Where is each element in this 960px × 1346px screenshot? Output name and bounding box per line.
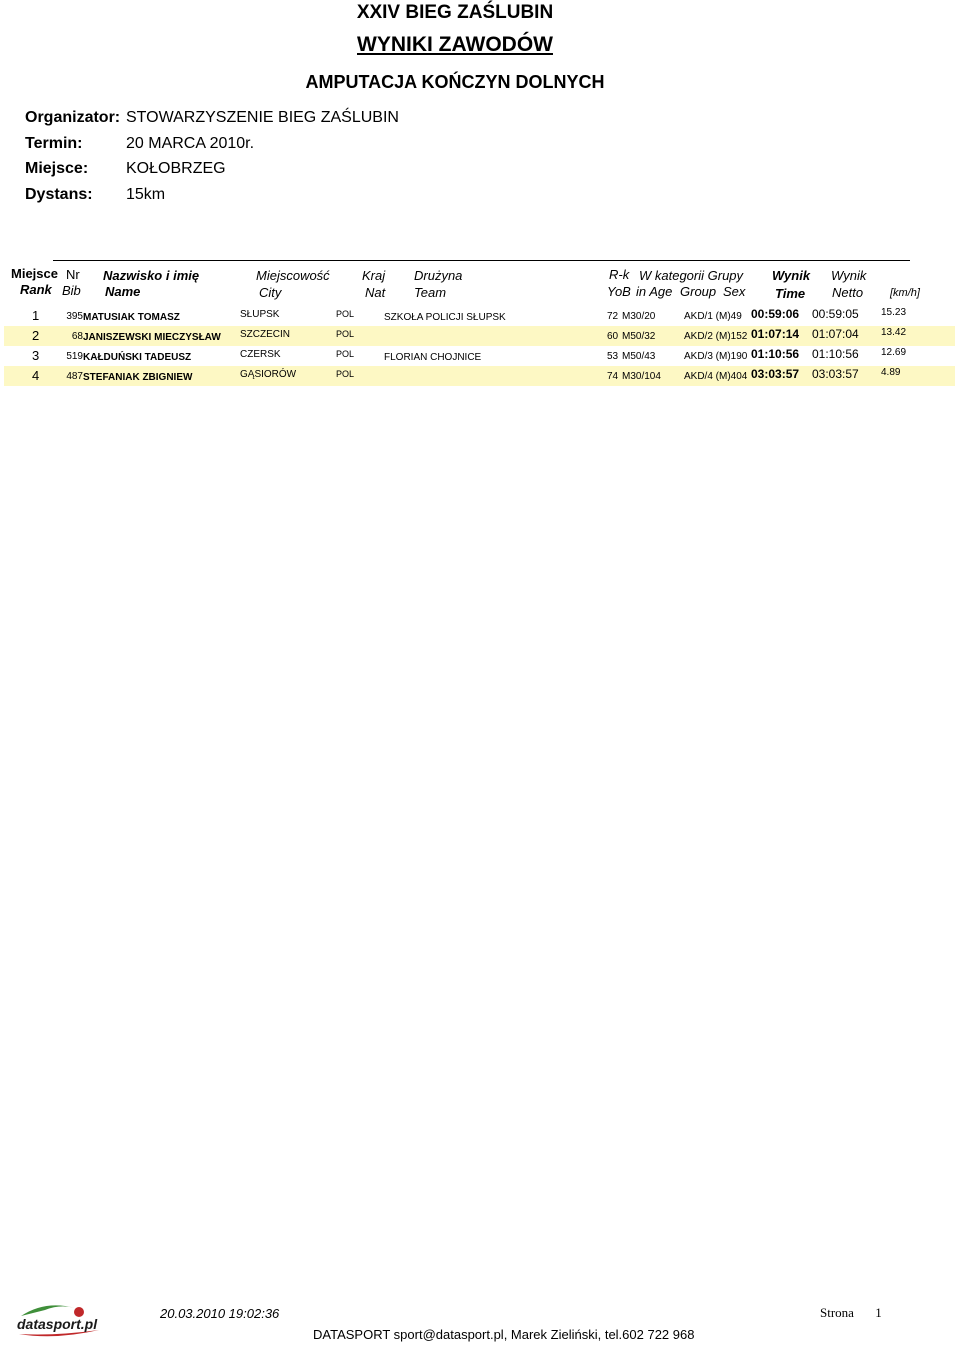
date-value: 20 MARCA 2010r.	[126, 135, 255, 152]
row-netto: 01:07:04	[812, 327, 859, 341]
col-rank-pl: Miejsce	[11, 266, 58, 281]
page-number: 1	[875, 1305, 882, 1320]
col-team-pl: Drużyna	[414, 268, 463, 283]
row-speed: 13.42	[881, 327, 907, 338]
row-rank: 3	[32, 348, 40, 363]
row-group: AKD/2 (M)152	[684, 331, 748, 342]
date-label: Termin:	[25, 135, 83, 152]
row-bib: 487	[66, 371, 83, 382]
row-yob: 60	[607, 331, 619, 342]
col-city-pl: Miejscowość	[256, 268, 330, 283]
distance-value: 15km	[126, 186, 166, 203]
row-yob: 72	[607, 311, 619, 322]
row-team: SZKOŁA POLICJI SŁUPSK	[384, 312, 506, 323]
table-row	[4, 346, 955, 366]
row-name: JANISZEWSKI MIECZYSŁAW	[83, 332, 221, 343]
results-title: WYNIKI ZAWODÓW	[357, 33, 553, 56]
row-nat: POL	[336, 369, 355, 379]
row-team: FLORIAN CHOJNICE	[384, 352, 482, 363]
row-age-cat: M50/43	[622, 351, 656, 362]
row-name: STEFANIAK ZBIGNIEW	[83, 372, 193, 383]
row-rank: 1	[32, 308, 40, 323]
row-nat: POL	[336, 349, 355, 359]
col-yob-en: YoB	[607, 284, 631, 299]
row-name: KAŁDUŃSKI TADEUSZ	[83, 352, 192, 363]
col-time-en: Time	[775, 286, 806, 301]
page-label: Strona	[820, 1305, 854, 1320]
row-bib: 395	[66, 311, 83, 322]
col-city-en: City	[259, 285, 282, 300]
row-time: 03:03:57	[751, 367, 800, 381]
row-speed: 4.89	[881, 367, 901, 378]
col-name-pl: Nazwisko i imię	[103, 268, 200, 283]
col-bib-en: Bib	[62, 283, 81, 298]
col-bib-pl: Nr	[66, 267, 80, 282]
table-row	[4, 366, 955, 386]
place-label: Miejsce:	[25, 160, 89, 177]
col-age-en: in Age	[636, 284, 673, 299]
row-name: MATUSIAK TOMASZ	[83, 312, 180, 323]
row-yob: 74	[607, 371, 619, 382]
organizer-label: Organizator:	[25, 109, 121, 126]
row-time: 01:07:14	[751, 327, 800, 341]
table-row	[4, 306, 955, 326]
row-time: 01:10:56	[751, 347, 800, 361]
row-age-cat: M30/104	[622, 371, 661, 382]
col-nat-en: Nat	[365, 285, 386, 300]
table-row	[4, 326, 955, 346]
row-city: SZCZECIN	[240, 329, 290, 340]
row-group: AKD/4 (M)404	[684, 371, 748, 382]
row-bib: 68	[71, 331, 83, 342]
row-speed: 12.69	[881, 347, 907, 358]
header-rule	[53, 260, 910, 261]
col-netto-en: Netto	[832, 285, 864, 300]
row-group: AKD/1 (M)49	[684, 311, 742, 322]
print-timestamp: 20.03.2010 19:02:36	[160, 1306, 280, 1321]
col-age-pl: W kategorii Grupy	[639, 268, 744, 283]
col-sex-en: Sex	[723, 284, 746, 299]
place-value: KOŁOBRZEG	[126, 160, 226, 177]
logo-text: datasport.pl	[17, 1316, 98, 1332]
row-netto: 03:03:57	[812, 367, 859, 381]
row-group: AKD/3 (M)190	[684, 351, 748, 362]
row-netto: 00:59:05	[812, 307, 859, 321]
credit-line: DATASPORT sport@datasport.pl, Marek Zieliński, tel.602 722 968	[313, 1327, 695, 1342]
row-city: CZERSK	[240, 349, 281, 360]
col-nat-pl: Kraj	[362, 268, 386, 283]
row-time: 00:59:06	[751, 307, 800, 321]
col-group-en: Group	[680, 284, 717, 299]
row-city: SŁUPSK	[240, 309, 280, 320]
col-name-en: Name	[105, 284, 141, 299]
row-yob: 53	[607, 351, 619, 362]
row-nat: POL	[336, 309, 355, 319]
row-age-cat: M30/20	[622, 311, 656, 322]
datasport-logo	[15, 1300, 103, 1340]
category-title: AMPUTACJA KOŃCZYN DOLNYCH	[305, 72, 605, 92]
row-speed: 15.23	[881, 307, 907, 318]
organizer-value: STOWARZYSZENIE BIEG ZAŚLUBIN	[126, 109, 399, 126]
row-rank: 4	[32, 368, 40, 383]
col-yob-pl: R-k	[609, 267, 630, 282]
row-city: GĄSIORÓW	[240, 369, 297, 380]
event-title: XXIV BIEG ZAŚLUBIN	[356, 2, 554, 23]
page-indicator	[820, 1305, 882, 1321]
col-rank-en: Rank	[20, 282, 52, 297]
row-nat: POL	[336, 329, 355, 339]
row-netto: 01:10:56	[812, 347, 859, 361]
row-rank: 2	[32, 328, 40, 343]
row-age-cat: M50/32	[622, 331, 656, 342]
distance-label: Dystans:	[25, 186, 93, 203]
row-bib: 519	[66, 351, 83, 362]
col-team-en: Team	[414, 285, 447, 300]
logo-swoosh-green	[21, 1305, 75, 1316]
col-speed-en: [km/h]	[890, 287, 920, 299]
col-netto-pl: Wynik	[831, 268, 867, 283]
col-time-pl: Wynik	[772, 268, 811, 283]
